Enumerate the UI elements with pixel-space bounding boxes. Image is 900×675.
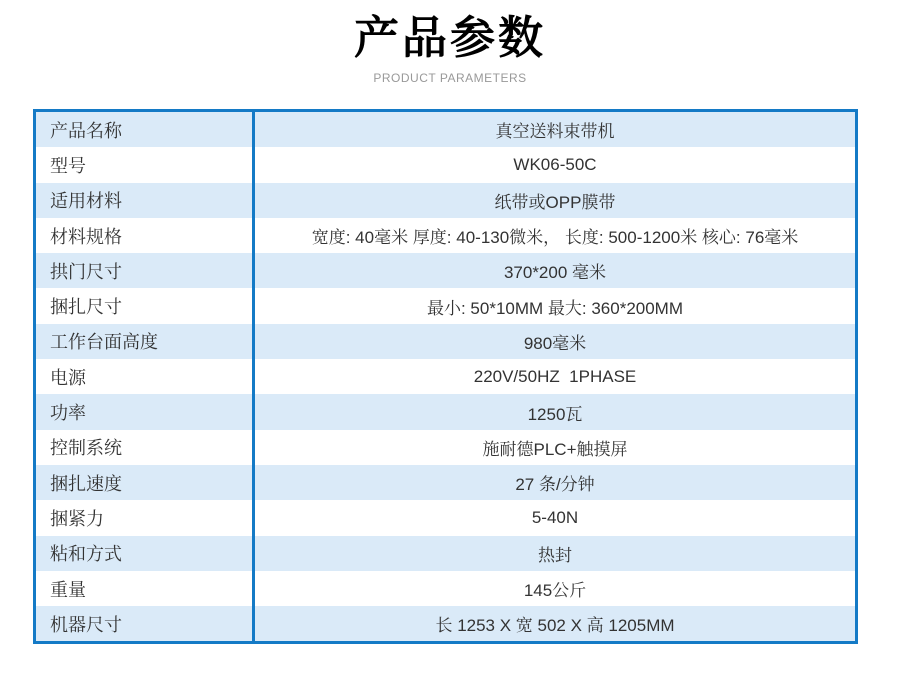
param-value: 纸带或OPP膜带 [494,192,616,212]
table-row [36,288,855,323]
page-header [0,0,900,85]
param-label: 控制系统 [36,430,255,465]
param-value: 热封 [538,545,572,565]
table-row [36,218,855,253]
param-label: 捆扎速度 [36,465,255,500]
param-value: WK06-50C [513,154,597,174]
param-value: 施耐德PLC+触摸屏 [482,439,628,459]
param-value: 370*200 毫米 [503,263,607,283]
param-label: 材料规格 [36,218,255,253]
param-label: 粘和方式 [36,536,255,571]
page-subtitle: PRODUCT PARAMETERS [373,70,527,85]
param-value: 长 1253 X 宽 502 X 高 1205MM [435,616,675,636]
param-label: 捆扎尺寸 [36,288,255,323]
param-label: 工作台面高度 [36,324,255,359]
param-label: 电源 [36,359,255,394]
param-label: 适用材料 [36,183,255,218]
table-row [36,324,855,359]
param-label: 功率 [36,394,255,429]
param-value: 980毫米 [523,333,587,353]
param-label: 机器尺寸 [36,606,255,641]
table-row [36,465,855,500]
page-title: 产品参数 [353,12,546,63]
param-value: 宽度: 40毫米 厚度: 40-130微米， 长度: 500-1200米 核心: 76毫米 [311,228,799,248]
param-value: 145公斤 [523,581,587,600]
param-label: 拱门尺寸 [36,253,255,288]
table-row [36,147,855,182]
table-row [36,359,855,394]
table-row [36,571,855,606]
param-value: 5-40N [531,507,579,527]
table-row [36,253,855,288]
param-value: 真空送料束带机 [495,122,615,142]
product-spec-table [33,109,858,644]
param-label: 型号 [36,147,255,182]
table-row [36,536,855,571]
param-value: 220V/50HZ 1PHASE [473,366,637,386]
param-label: 重量 [36,571,255,606]
table-row [36,183,855,218]
param-label: 产品名称 [36,112,255,147]
table-row [36,500,855,535]
table-row [36,606,855,641]
param-value: 27 条/分钟 [515,475,595,495]
table-row [36,430,855,465]
param-value: 1250瓦 [527,404,583,424]
table-row [36,394,855,429]
param-label: 捆紧力 [36,500,255,535]
param-value: 最小: 50*10MM 最大: 360*200MM [426,298,684,318]
table-row [36,112,855,147]
